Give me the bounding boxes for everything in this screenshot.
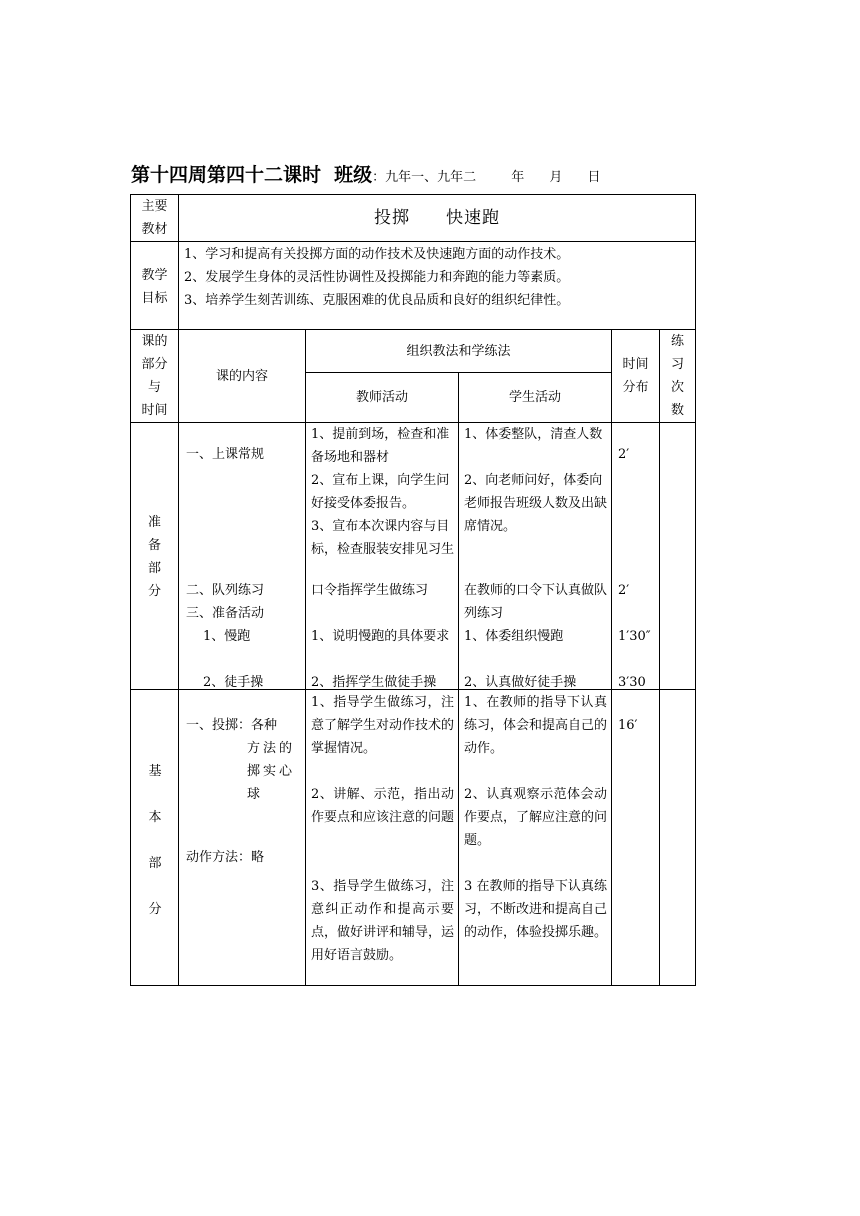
prep-teacher-item: 口令指挥学生做练习 xyxy=(311,583,429,598)
vertical-char: 部 xyxy=(148,856,162,871)
vertical-char: 本 xyxy=(148,810,162,825)
vertical-char: 分 xyxy=(148,902,162,917)
basic-teacher-item: 1、指导学生做练习，注意了解学生对动作技术的掌握情况。 xyxy=(311,695,455,756)
prep-teacher-item: 1、说明慢跑的具体要求 xyxy=(311,629,450,644)
header-line: 时间 xyxy=(622,357,649,372)
goal-label-line: 教学 xyxy=(141,268,168,283)
prep-student-item: 2、向老师问好，体委向老师报告班级人数及出缺席情况。 xyxy=(464,473,608,534)
prep-time-value: 3′30 xyxy=(618,675,646,690)
basic-time xyxy=(612,690,660,986)
vertical-char: 部 xyxy=(147,561,161,576)
prep-student-item: 1、体委整队，清查人数 xyxy=(464,427,603,442)
part-time-header xyxy=(131,330,179,423)
subject-value: 投掷 快速跑 xyxy=(179,195,696,242)
prep-student-item: 1、体委组织慢跑 xyxy=(464,629,564,644)
basic-throw-line: 方法的 xyxy=(247,741,296,756)
prep-student-item: 在教师的口令下认真做队列练习 xyxy=(464,583,608,621)
goal-label xyxy=(131,242,179,330)
prep-time xyxy=(612,423,660,690)
teacher-header: 教师活动 xyxy=(306,373,459,423)
prep-teacher xyxy=(306,423,459,690)
header-line: 分布 xyxy=(622,380,649,395)
student-header: 学生活动 xyxy=(459,373,612,423)
subject-label xyxy=(131,195,179,242)
basic-method: 动作方法：略 xyxy=(186,850,265,865)
class-label: 班级 xyxy=(334,164,373,186)
goal-item: 3、培养学生刻苦训练、克服困难的优良品质和良好的组织纪律性。 xyxy=(184,293,570,308)
prep-student-item: 2、认真做好徒手操 xyxy=(464,675,577,690)
lesson-header xyxy=(131,160,691,190)
vertical-char: 准 xyxy=(147,515,161,530)
header-line: 练 xyxy=(671,334,685,349)
basic-student-item: 2、认真观察示范体会动作要点，了解应注意的问题。 xyxy=(464,787,608,848)
year-label: 年 xyxy=(511,170,525,185)
week-lesson-title: 第十四周第四十二课时 xyxy=(131,164,322,186)
goals-cell xyxy=(179,242,696,330)
header-line: 与 xyxy=(147,380,161,395)
class-colon: ： xyxy=(372,170,386,185)
basic-content xyxy=(179,690,306,986)
goal-item: 1、学习和提高有关投掷方面的动作技术及快速跑方面的动作技术。 xyxy=(184,247,570,262)
prep-part-label xyxy=(131,423,179,690)
content-header: 课的内容 xyxy=(179,330,306,423)
prep-time-value: 2′ xyxy=(618,583,630,598)
organization-header: 组织教法和学练法 xyxy=(306,330,612,373)
month-label: 月 xyxy=(549,170,563,185)
prep-routine: 一、上课常规 xyxy=(186,447,265,462)
subject-label-line: 主要 xyxy=(141,199,168,214)
prep-time-value: 1′30″ xyxy=(618,629,651,644)
prep-exercise: 2、徒手操 xyxy=(203,675,264,690)
day-label: 日 xyxy=(587,170,601,185)
prep-teacher-item: 2、指挥学生做徒手操 xyxy=(311,675,437,690)
header-line: 时间 xyxy=(141,403,168,418)
basic-teacher xyxy=(306,690,459,986)
prep-teacher-item: 3、宣布本次课内容与目标，检查服装安排见习生 xyxy=(311,519,455,557)
prep-warmup: 三、准备活动 xyxy=(186,606,265,621)
basic-part-label xyxy=(131,690,179,986)
prep-practice-count xyxy=(660,423,696,690)
basic-time-value: 16′ xyxy=(618,718,638,733)
basic-student-item: 3 在教师的指导下认真练习，不断改进和提高自己的动作，体验投掷乐趣。 xyxy=(464,879,608,940)
basic-teacher-item: 3、指导学生做练习，注意纠正动作和提高示要点，做好讲评和辅导，运用好语言鼓励。 xyxy=(311,879,455,963)
prep-drill: 二、队列练习 xyxy=(186,583,265,598)
prep-teacher-item: 2、宣布上课，向学生问好接受体委报告。 xyxy=(311,473,450,511)
time-dist-header xyxy=(612,330,660,423)
vertical-char: 分 xyxy=(147,584,161,599)
prep-content xyxy=(179,423,306,690)
goal-label-line: 目标 xyxy=(141,291,168,306)
prep-student xyxy=(459,423,612,690)
basic-student xyxy=(459,690,612,986)
basic-throw-line: 球 xyxy=(247,787,261,802)
prep-jog: 1、慢跑 xyxy=(203,629,251,644)
basic-student-item: 1、在教师的指导下认真练习，体会和提高自己的动作。 xyxy=(464,695,608,756)
lesson-plan-table xyxy=(130,194,696,986)
vertical-char: 备 xyxy=(147,538,161,553)
class-value: 九年一、九年二 xyxy=(385,170,477,185)
header-line: 课的 xyxy=(141,334,168,349)
basic-throw-line: 一、投掷：各种 xyxy=(186,718,278,733)
header-line: 数 xyxy=(671,403,685,418)
vertical-char: 基 xyxy=(148,764,162,779)
header-line: 部分 xyxy=(141,357,168,372)
subject-label-line: 教材 xyxy=(141,222,168,237)
header-line: 次 xyxy=(671,380,685,395)
goal-item: 2、发展学生身体的灵活性协调性及投掷能力和奔跑的能力等素质。 xyxy=(184,270,570,285)
prep-teacher-item: 1、提前到场，检查和准备场地和器材 xyxy=(311,427,450,465)
header-line: 习 xyxy=(671,357,685,372)
prep-time-value: 2′ xyxy=(618,447,630,462)
practice-count-header xyxy=(660,330,696,423)
basic-teacher-item: 2、讲解、示范，指出动作要点和应该注意的问题 xyxy=(311,787,455,825)
basic-practice-count xyxy=(660,690,696,986)
basic-throw-line: 掷实心 xyxy=(247,764,296,779)
